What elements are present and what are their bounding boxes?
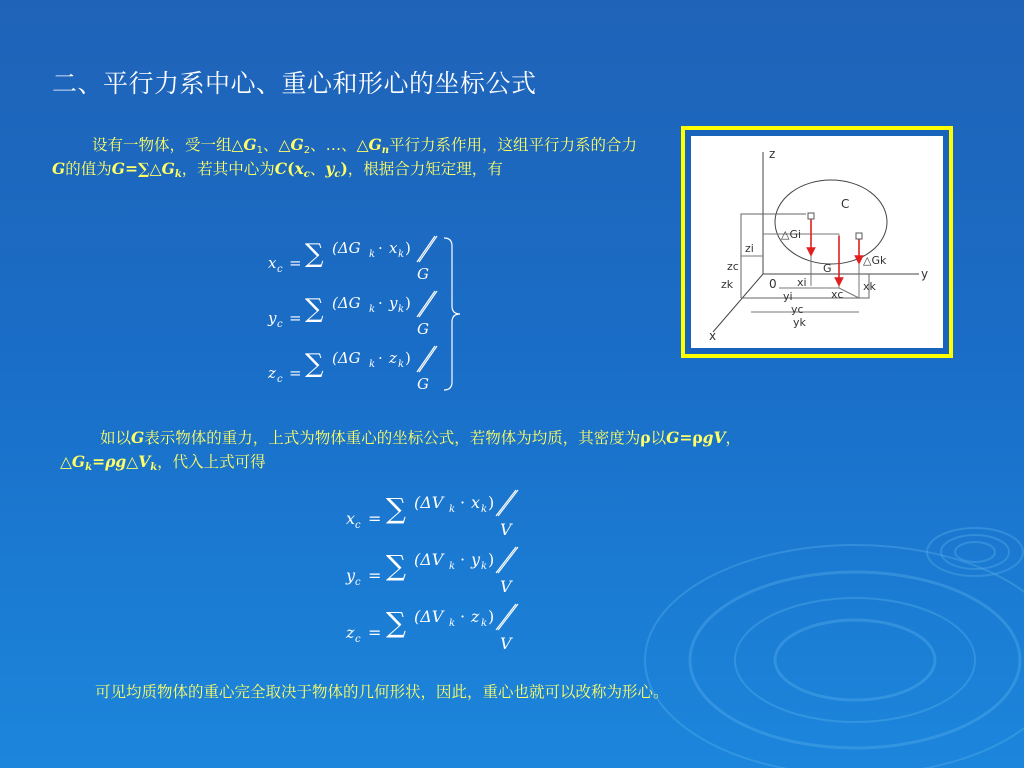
formula-k: k <box>449 618 456 629</box>
fraction-slash <box>496 604 516 630</box>
formula-var: y <box>389 294 398 312</box>
formula-sum: ∑ <box>386 492 406 525</box>
p2-text-2: 表示物体的重力，上式为物体重心的坐标公式，若物体为均质，其密度为 <box>144 429 641 447</box>
formula-k: k <box>449 561 456 572</box>
p2-comma: ， <box>725 429 742 447</box>
fraction-slash <box>419 346 437 372</box>
p2-gv: gV <box>702 428 726 447</box>
label-xi: xi <box>797 276 807 289</box>
fraction-slash <box>498 604 518 630</box>
fraction-slash <box>496 547 516 573</box>
formula-k: k <box>398 359 405 370</box>
formula-denominator: V <box>500 634 512 653</box>
label-yk: yk <box>793 316 806 329</box>
p1-sub-c: c <box>334 169 341 180</box>
fraction-slash <box>498 547 518 573</box>
label-g: G <box>823 262 832 275</box>
label-yi: yi <box>783 290 793 303</box>
formula-eq: = <box>368 566 382 585</box>
formula-sum: ∑ <box>305 349 324 379</box>
p1-g: G <box>111 159 126 178</box>
p2-rho: ρ <box>640 428 651 447</box>
formula-xc-g <box>268 239 429 283</box>
label-delta-gk: △Gk <box>863 254 887 267</box>
fraction-slash <box>417 346 435 372</box>
formula-k: k <box>481 561 488 572</box>
fraction-slash <box>498 490 518 516</box>
p1-sub-1: 1 <box>256 145 264 156</box>
formula-lhs-sub: c <box>355 577 361 588</box>
label-zk: zk <box>721 278 734 291</box>
p2-rho-g: ρg <box>105 452 127 471</box>
label-zi: zi <box>745 242 754 255</box>
p1-sub-k: k <box>174 169 182 180</box>
formula-dot: · <box>460 607 466 626</box>
p1-g: G <box>290 135 304 154</box>
p1-g: G <box>52 159 66 178</box>
formula-k: k <box>481 618 488 629</box>
formula-lhs: z <box>268 364 276 382</box>
p2-sub-k: k <box>150 462 158 473</box>
label-delta-gi: △Gi <box>781 228 802 241</box>
p1-g: G <box>368 135 382 154</box>
formula-eq: = <box>289 309 302 327</box>
p2-text-3: 以 <box>650 429 667 447</box>
formula-denominator: G <box>417 265 429 283</box>
p2-g: G <box>131 428 145 447</box>
p2-g: G <box>666 428 680 447</box>
formula-k: k <box>369 359 376 370</box>
formula-eq: = <box>289 254 302 272</box>
formula-dot: · <box>378 239 383 257</box>
formula-lhs-sub: c <box>277 319 283 330</box>
formula-zc-g <box>267 349 429 393</box>
formula-lhs: y <box>346 566 356 585</box>
formula-close: ) <box>405 349 411 367</box>
formula-eq: = <box>368 623 382 642</box>
p2-v: V <box>138 452 151 471</box>
fraction-slash <box>419 291 437 317</box>
formula-sum: ∑ <box>305 239 324 269</box>
p2-text-4: △ <box>60 453 72 471</box>
formula-delta: (ΔG <box>332 239 361 257</box>
formula-var: z <box>389 349 397 367</box>
formula-var: x <box>471 493 481 512</box>
conclusion-paragraph: 可见均质物体的重心完全取决于物体的几何形状，因此，重心也就可以改称为形心。 <box>95 683 669 701</box>
formula-sum: ∑ <box>386 549 406 582</box>
formula-close: ) <box>488 607 495 626</box>
density-paragraph <box>60 426 960 474</box>
formula-dot: · <box>378 294 383 312</box>
p1-sub-c: c <box>303 169 310 180</box>
p2-g: G <box>71 452 86 471</box>
label-zc: zc <box>727 260 739 273</box>
p1-text-3: 、…、△ <box>310 136 369 154</box>
formula-close: ) <box>405 239 411 257</box>
label-z: z <box>769 147 776 161</box>
p1-text-1: 设有一物体，受一组△ <box>92 136 244 154</box>
p1-text-7: ，根据合力矩定理，有 <box>347 160 503 178</box>
fraction-slash <box>417 236 435 262</box>
formula-delta: (ΔV <box>414 493 444 512</box>
formula-denominator: G <box>417 375 429 393</box>
p1-y: y <box>325 159 335 178</box>
formula-k: k <box>369 304 376 315</box>
p2-text-1: 如以 <box>100 429 132 447</box>
p2-sub-k: k <box>85 462 93 473</box>
label-yc: yc <box>791 303 804 316</box>
formula-xc-v <box>346 492 513 539</box>
label-origin: 0 <box>769 277 777 291</box>
fraction-slash <box>419 236 437 262</box>
formula-zc-v <box>345 606 513 653</box>
formula-delta: (ΔG <box>332 294 361 312</box>
formula-lhs-sub: c <box>277 374 283 385</box>
label-xk: xk <box>863 280 876 293</box>
formula-delta: (ΔV <box>414 607 444 626</box>
formula-lhs-sub: c <box>355 634 361 645</box>
p1-text-5: 的值为 <box>65 160 112 178</box>
p1-text-2: 、△ <box>263 136 291 154</box>
label-xc: xc <box>831 288 844 301</box>
formula-k: k <box>369 249 376 260</box>
p1-g: G <box>243 135 257 154</box>
fraction-slash <box>417 291 435 317</box>
formula-lhs: z <box>346 623 355 642</box>
p1-sub-2: 2 <box>303 145 311 156</box>
fraction-slash <box>496 490 516 516</box>
formula-yc-g <box>267 294 429 338</box>
p1-g: G <box>161 159 175 178</box>
p1-sub-n: n <box>381 145 390 156</box>
formula-var: y <box>471 550 481 569</box>
formula-dot: · <box>460 550 466 569</box>
formula-k: k <box>398 249 405 260</box>
p2-eq2: = <box>92 452 106 471</box>
formula-delta: (ΔG <box>332 349 361 367</box>
formula-close: ) <box>405 294 411 312</box>
formula-var: z <box>471 607 480 626</box>
formula-k: k <box>398 304 405 315</box>
formula-sum: ∑ <box>386 606 406 639</box>
formula-denominator: V <box>500 577 512 596</box>
p2-text-5: △ <box>126 453 139 471</box>
formula-eq: = <box>289 364 302 382</box>
p1-text-6: ，若其中心为 <box>181 160 275 178</box>
p1-paren-close: ) <box>340 159 348 178</box>
right-brace <box>444 238 460 390</box>
formula-eq: = <box>368 509 382 528</box>
formula-k: k <box>481 504 488 515</box>
formula-close: ) <box>488 550 495 569</box>
p1-eq: =∑△ <box>125 159 162 178</box>
formula-denominator: G <box>417 320 429 338</box>
p2-text-6: ，代入上式可得 <box>157 453 266 471</box>
p1-text-4: 平行力系作用，这组平行力系的合力 <box>389 136 638 154</box>
label-c: C <box>841 197 850 211</box>
p1-paren-open: ( <box>287 159 295 178</box>
formula-yc-v <box>345 549 513 596</box>
formula-dot: · <box>378 349 383 367</box>
p2-eq: =ρ <box>679 428 703 447</box>
formula-lhs-sub: c <box>277 264 283 275</box>
formula-delta: (ΔV <box>414 550 444 569</box>
formula-var: x <box>389 239 398 257</box>
formula-sum: ∑ <box>305 294 324 324</box>
label-x: x <box>709 329 717 343</box>
formula-close: ) <box>488 493 495 512</box>
formula-k: k <box>449 504 456 515</box>
formula-lhs: x <box>346 509 356 528</box>
p1-c: C <box>274 159 288 178</box>
p1-x: x <box>294 159 304 178</box>
formula-denominator: V <box>500 520 512 539</box>
p1-sep: 、 <box>309 160 326 178</box>
formula-lhs: x <box>268 254 277 272</box>
formula-lhs: y <box>268 309 277 327</box>
slide-title: 二、平行力系中心、重心和形心的坐标公式 <box>52 69 537 98</box>
formula-lhs-sub: c <box>355 520 361 531</box>
formula-dot: · <box>460 493 466 512</box>
label-y: y <box>921 267 929 281</box>
